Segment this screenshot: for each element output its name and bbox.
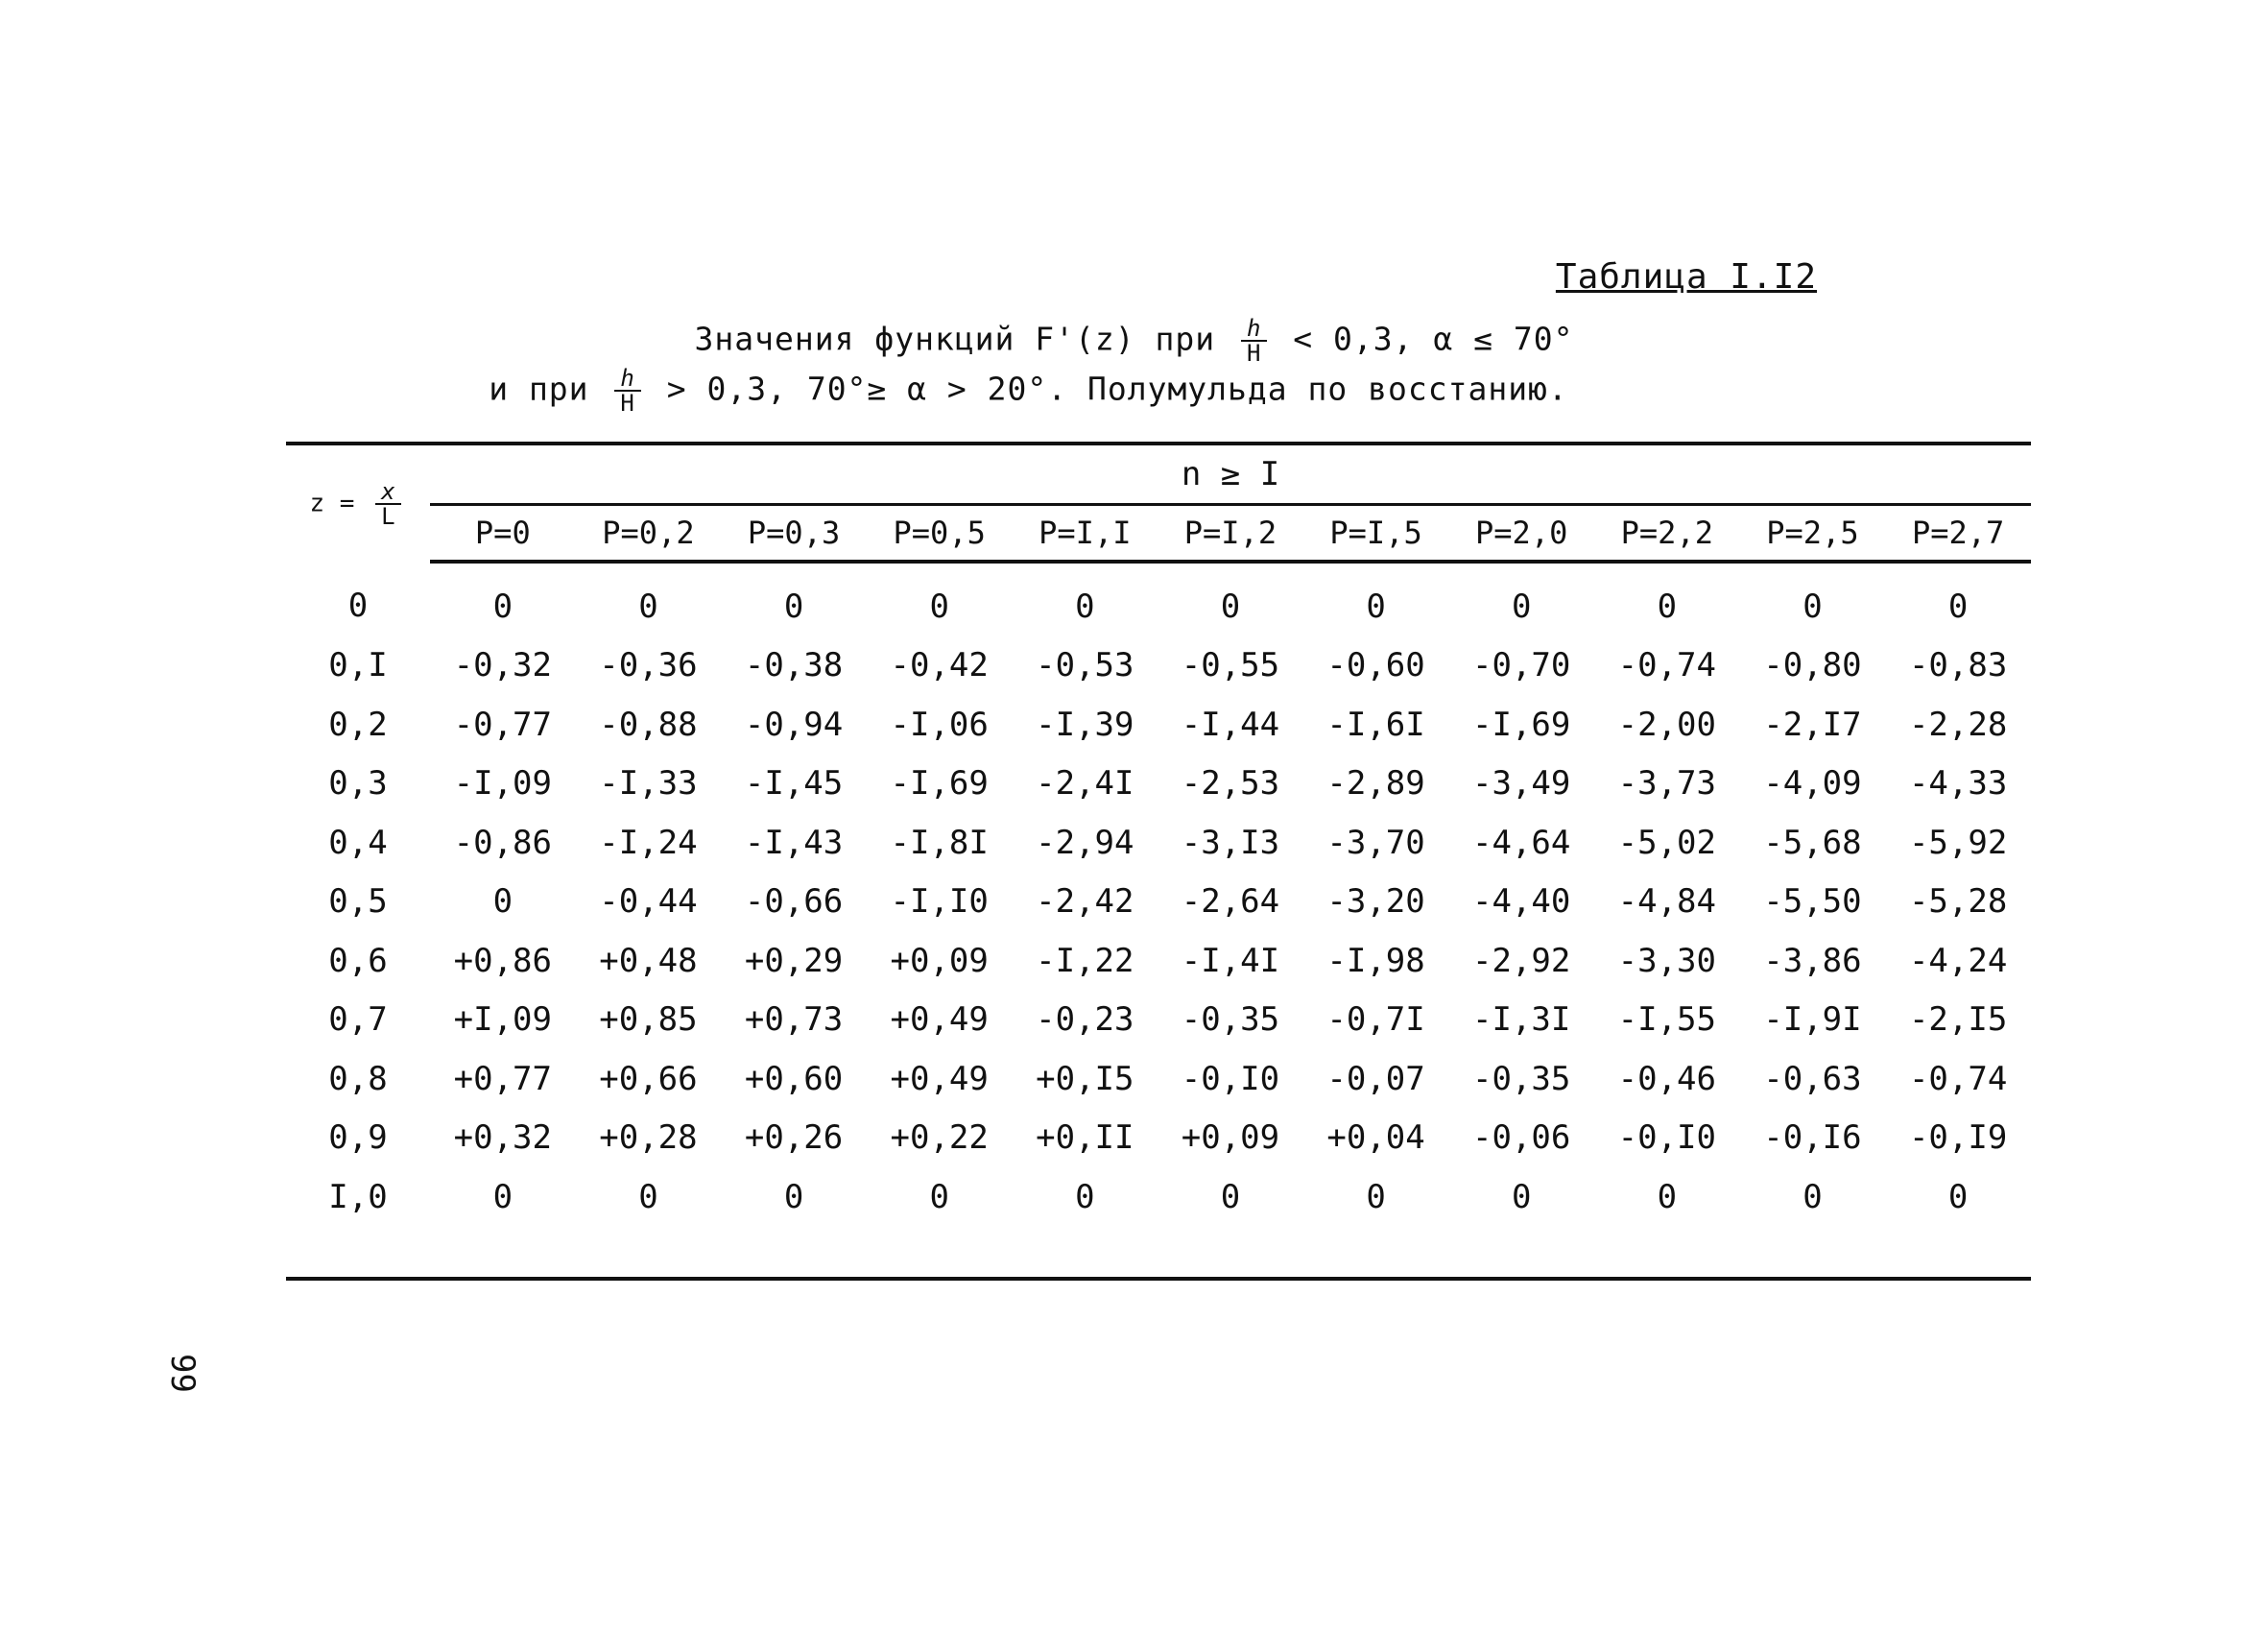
n-group-header: n ≥ I (430, 444, 2031, 505)
value-cell: -I,43 (744, 823, 844, 862)
value-cell: -I,69 (1472, 705, 1571, 744)
table-row (286, 1109, 2031, 1168)
value-cell: +0,28 (599, 1118, 698, 1158)
fraction-denominator: L (381, 502, 395, 530)
value-cell: 0 (929, 587, 949, 626)
value-cell: -2,89 (1326, 764, 1425, 804)
value-cell: -0,46 (1617, 1059, 1716, 1098)
value-cell: -2,64 (1181, 882, 1280, 922)
table-row (286, 636, 2031, 696)
z-cell: 0,8 (328, 1059, 388, 1098)
value-cell: +0,26 (744, 1118, 844, 1158)
z-cell: 0,3 (328, 764, 388, 804)
value-cell: -0,83 (1908, 646, 2008, 685)
value-cell: -2,92 (1472, 941, 1571, 980)
value-cell: -2,53 (1181, 764, 1280, 804)
value-cell: -0,I9 (1908, 1118, 2008, 1158)
value-cell: -4,24 (1908, 941, 2008, 980)
value-cell: 0 (576, 1167, 722, 1279)
value-cell: -I,45 (744, 764, 844, 804)
value-cell: 0 (1947, 587, 1969, 626)
value-cell: -2,I5 (1908, 1000, 2008, 1040)
value-cell: -3,49 (1472, 764, 1571, 804)
column-header: P=I,2 (1158, 505, 1303, 563)
z-cell: 0 (347, 586, 369, 625)
value-cell: -3,86 (1763, 941, 1862, 980)
column-header: P=0,2 (576, 505, 722, 563)
column-header: P=2,7 (1885, 505, 2031, 563)
table-header-row-top (286, 444, 2031, 505)
value-cell: -4,40 (1472, 882, 1571, 922)
value-cell: -5,92 (1908, 823, 2008, 862)
value-cell: -0,94 (744, 705, 844, 744)
table-header-row-columns (286, 505, 2031, 563)
value-cell: 0 (783, 587, 804, 626)
value-cell: -4,09 (1763, 764, 1862, 804)
value-cell: -I,4I (1181, 941, 1280, 980)
value-cell: -0,23 (1036, 1000, 1134, 1040)
z-cell: I,0 (286, 1167, 430, 1279)
value-cell: +0,49 (890, 1059, 989, 1098)
z-cell: 0,I (328, 646, 388, 685)
table-caption: Таблица I.I2 (1555, 257, 1817, 297)
value-cell: +0,49 (890, 1000, 989, 1040)
value-cell: -0,I0 (1617, 1118, 1716, 1158)
value-cell: +0,66 (599, 1059, 698, 1098)
value-cell: 0 (1657, 587, 1678, 626)
value-cell: -3,73 (1617, 764, 1716, 804)
value-cell: -0,74 (1908, 1059, 2008, 1098)
z-symbol: z = (309, 489, 355, 517)
value-cell: +0,09 (890, 941, 989, 980)
value-cell: -I,24 (599, 823, 698, 862)
value-cell: -I,39 (1036, 705, 1134, 744)
value-cell: -0,06 (1472, 1118, 1571, 1158)
table-body (286, 562, 2031, 1279)
fraction-numerator: x (375, 480, 400, 505)
value-cell: 0 (430, 1167, 576, 1279)
z-cell: 0,2 (328, 705, 388, 744)
column-header: P=2,0 (1448, 505, 1594, 563)
title-line1-suffix: < 0,3, α ≤ 70° (1293, 320, 1574, 358)
value-cell: -0,I6 (1763, 1118, 1862, 1158)
value-cell: 0 (638, 587, 658, 626)
value-cell: -0,7I (1326, 1000, 1425, 1040)
value-cell: 0 (1802, 587, 1823, 626)
value-cell: -4,84 (1617, 882, 1716, 922)
value-cell: -0,63 (1763, 1059, 1862, 1098)
value-cell: -I,6I (1326, 705, 1425, 744)
value-cell: -0,77 (453, 705, 552, 744)
value-cell: -0,I0 (1181, 1059, 1280, 1098)
value-cell: -0,38 (744, 646, 844, 685)
value-cell: +0,09 (1181, 1118, 1280, 1158)
value-cell: -I,09 (453, 764, 552, 804)
value-cell: -0,60 (1326, 646, 1425, 685)
column-header: P=0,3 (721, 505, 867, 563)
title-line1-fraction (1241, 317, 1267, 365)
fraction-denominator: H (1246, 340, 1262, 367)
value-cell: -I,33 (599, 764, 698, 804)
value-cell: +0,22 (890, 1118, 989, 1158)
value-cell: 0 (1885, 1167, 2031, 1279)
value-cell: -0,32 (453, 646, 552, 685)
value-cell: -5,28 (1908, 882, 2008, 922)
value-cell: -0,70 (1472, 646, 1571, 685)
value-cell: -0,44 (599, 882, 698, 922)
value-cell: +0,29 (744, 941, 844, 980)
table-title-line-2 (0, 367, 2162, 415)
column-header: P=I,I (1013, 505, 1158, 563)
value-cell: +0,85 (599, 1000, 698, 1040)
value-cell: -3,30 (1617, 941, 1716, 980)
value-cell: +0,60 (744, 1059, 844, 1098)
fraction-denominator: H (620, 390, 635, 417)
value-cell: +0,77 (453, 1059, 552, 1098)
value-cell: -5,02 (1617, 823, 1716, 862)
value-cell: +0,48 (599, 941, 698, 980)
column-header: P=0 (430, 505, 576, 563)
value-cell: -I,9I (1763, 1000, 1862, 1040)
value-cell: +I,09 (453, 1000, 552, 1040)
value-cell: -0,88 (599, 705, 698, 744)
fraction-numerator: h (1241, 317, 1267, 342)
table-row (286, 1049, 2031, 1109)
value-cell: -I,3I (1472, 1000, 1571, 1040)
value-cell: -I,8I (890, 823, 989, 862)
table-title-line-1 (0, 317, 2268, 365)
value-cell: -4,64 (1472, 823, 1571, 862)
value-cell: 0 (1013, 1167, 1158, 1279)
value-cell: -0,53 (1036, 646, 1134, 685)
title-line1-prefix: Значения функций F'(z) при (694, 320, 1216, 358)
value-cell: -2,4I (1036, 764, 1134, 804)
value-cell: +0,73 (744, 1000, 844, 1040)
z-fraction (375, 477, 400, 530)
value-cell: 0 (1740, 1167, 1886, 1279)
value-cell: -I,22 (1036, 941, 1134, 980)
value-cell: -0,35 (1472, 1059, 1571, 1098)
value-cell: -0,55 (1181, 646, 1280, 685)
z-column-header (286, 444, 430, 562)
value-cell: -I,06 (890, 705, 989, 744)
value-cell: -5,68 (1763, 823, 1862, 862)
title-line2-prefix: и при (489, 370, 589, 408)
table-row (286, 931, 2031, 991)
value-cell: 0 (1448, 1167, 1594, 1279)
table-row (286, 991, 2031, 1050)
value-cell: -2,42 (1036, 882, 1134, 922)
value-cell: 0 (1303, 1167, 1449, 1279)
value-cell: -3,70 (1326, 823, 1425, 862)
value-cell: 0 (1594, 1167, 1740, 1279)
table-row (286, 873, 2031, 932)
value-cell: +0,I5 (1036, 1059, 1134, 1098)
value-cell: 0 (721, 1167, 867, 1279)
values-table (286, 442, 2031, 1281)
value-cell: -3,20 (1326, 882, 1425, 922)
value-cell: -I,69 (890, 764, 989, 804)
value-cell: -2,94 (1036, 823, 1134, 862)
value-cell: -0,35 (1181, 1000, 1280, 1040)
value-cell: +0,04 (1326, 1118, 1425, 1158)
value-cell: 0 (1511, 587, 1532, 626)
page-number: 99 (163, 1354, 202, 1393)
value-cell: +0,II (1036, 1118, 1134, 1158)
value-cell: -2,00 (1617, 705, 1716, 744)
table-row (286, 695, 2031, 755)
title-line2-suffix: > 0,3, 70°≥ α > 20°. Полумульда по восстанию. (666, 370, 1568, 408)
value-cell: -0,80 (1763, 646, 1862, 685)
value-cell: -0,66 (744, 882, 844, 922)
value-cell: -0,36 (599, 646, 698, 685)
value-cell: -0,42 (890, 646, 989, 685)
value-cell: -I,98 (1326, 941, 1425, 980)
table-row (286, 813, 2031, 873)
value-cell: -0,07 (1326, 1059, 1425, 1098)
column-header: P=0,5 (867, 505, 1013, 563)
z-cell: 0,7 (328, 1000, 388, 1040)
value-cell: -5,50 (1763, 882, 1862, 922)
value-cell: -4,33 (1908, 764, 2008, 804)
value-cell: -2,28 (1908, 705, 2008, 744)
column-header: P=2,5 (1740, 505, 1886, 563)
value-cell: -0,86 (453, 823, 552, 862)
value-cell: +0,32 (453, 1118, 552, 1158)
z-cell: 0,6 (328, 941, 388, 980)
z-cell: 0,9 (328, 1118, 388, 1158)
value-cell: -0,74 (1617, 646, 1716, 685)
value-cell: -I,44 (1181, 705, 1280, 744)
value-cell: 0 (1075, 587, 1095, 626)
value-cell: 0 (492, 882, 513, 922)
table-row (286, 1167, 2031, 1279)
value-cell: 0 (1158, 1167, 1303, 1279)
z-cell: 0,5 (328, 882, 388, 922)
fraction-numerator: h (614, 367, 640, 392)
value-cell: 0 (1220, 587, 1241, 626)
title-line2-fraction (614, 367, 640, 415)
value-cell: 0 (867, 1167, 1013, 1279)
column-header: P=I,5 (1303, 505, 1449, 563)
value-cell: -I,I0 (890, 882, 989, 922)
value-cell: 0 (492, 587, 513, 626)
z-cell: 0,4 (328, 823, 388, 862)
value-cell: 0 (1366, 587, 1386, 626)
value-cell: -2,I7 (1763, 705, 1862, 744)
table-row (286, 755, 2031, 814)
column-header: P=2,2 (1594, 505, 1740, 563)
table-row (286, 562, 2031, 636)
value-cell: -I,55 (1617, 1000, 1716, 1040)
value-cell: +0,86 (453, 941, 552, 980)
value-cell: -3,I3 (1181, 823, 1280, 862)
